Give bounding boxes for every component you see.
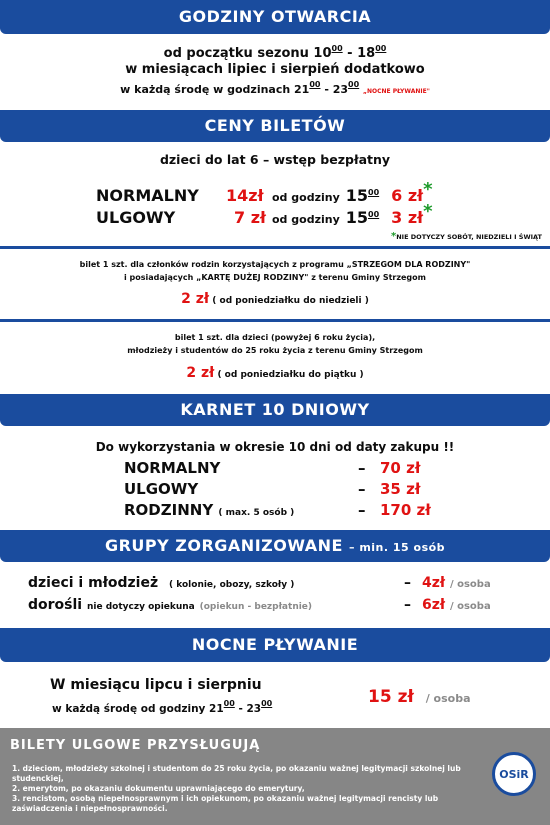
list-item: 1. dzieciom, młodzieży szkolnej i studentom do 25 roku życia, po okazaniu ważnej legitymacji szkolnej lub studenckiej, [12, 764, 461, 783]
pass-row-reduced: ULGOWY – 35 zł [124, 480, 421, 498]
hours-line-2: w miesiącach lipiec i sierpień dodatkowo [125, 62, 425, 77]
night-line-1: W miesiącu lipcu i sierpniu [50, 677, 262, 693]
groups-header [0, 530, 550, 562]
hours-title: GODZINY OTWARCIA [178, 7, 372, 26]
family-price-line: 2 zł ( od poniedziałku do niedzieli ) [181, 291, 369, 307]
footer-title: BILETY ULGOWE PRZYSŁUGUJĄ [10, 738, 261, 753]
local-line-2: młodzieży i studentów do 25 roku życia z terenu Gminy Strzegom [127, 346, 423, 355]
family-line-1: bilet 1 szt. dla członków rodzin korzystających z programu „STRZEGOM DLA RODZINY" [79, 260, 471, 269]
pass-title: KARNET 10 DNIOWY [180, 400, 370, 419]
divider-2 [0, 319, 550, 322]
night-header [0, 628, 550, 662]
group-row-children: dzieci i młodzież ( kolonie, obozy, szkoły ) – 4zł / osoba [28, 575, 491, 591]
night-swim-note: „NOCNE PŁYWANIE" [363, 88, 430, 95]
groups-title-sub: – min. 15 osób [348, 541, 446, 554]
pass-header [0, 394, 550, 426]
osir-logo: OSiR [492, 752, 536, 796]
prices-header [0, 110, 550, 142]
hours-header [0, 0, 550, 34]
local-price-line: 2 zł ( od poniedziałku do piątku ) [186, 365, 364, 381]
divider-1 [0, 246, 550, 249]
price-row-normal: NORMALNY 14zł od godziny $15^{00}$ 6 zł* [96, 179, 433, 205]
local-line-1: bilet 1 szt. dla dzieci (powyżej 6 roku życia), [174, 333, 376, 342]
eligibility-list [12, 764, 482, 814]
list-item: 3. rencistom, osobą niepełnosprawnym i ich opiekunom, po okazaniu ważnej legitymacji rencisty lub zaświadczenia i niepełnosprawności. [12, 794, 439, 813]
pass-intro: Do wykorzystania w okresie 10 dni od daty zakupu !! [95, 440, 455, 454]
weekend-note: *NIE DOTYCZY SOBÓT, NIEDZIELI I ŚWIĄT [390, 231, 542, 242]
night-title: NOCNE PŁYWANIE [191, 635, 359, 654]
group-row-adults: dorośli nie dotyczy opiekuna (opiekun - bezpłatnie) – 6zł / osoba [28, 597, 491, 613]
list-item: 2. emerytom, po okazaniu dokumentu uprawniającego do emerytury, [12, 784, 305, 793]
price-row-reduced: ULGOWY 7 zł od godziny $15^{00}$ 3 zł* [96, 201, 433, 227]
reduced-tickets-footer [0, 728, 550, 825]
prices-title: CENY BILETÓW [204, 116, 346, 135]
pass-row-normal: NORMALNY – 70 zł [124, 459, 421, 477]
pass-row-family: RODZINNY ( max. 5 osób ) – 170 zł [124, 501, 431, 519]
night-price: 15 zł / osoba [368, 687, 471, 707]
family-line-2: i posiadających „KARTĘ DUŻEJ RODZINY" z terenu Gminy Strzegom [124, 273, 426, 282]
hours-line-3: w każdą środę w godzinach $21^{00} - 23^{00}$ „NOCNE PŁYWANIE" [120, 80, 430, 96]
groups-title: GRUPY ZORGANIZOWANE [104, 536, 343, 555]
night-line-2: w każdą środę od godziny $21^{00} - 23^{00}$ [52, 699, 273, 715]
hours-line-1: od początku sezonu $10^{00} - 18^{00}$ [163, 44, 387, 61]
free-entry-line: dzieci do lat 6 – wstęp bezpłatny [159, 152, 391, 167]
